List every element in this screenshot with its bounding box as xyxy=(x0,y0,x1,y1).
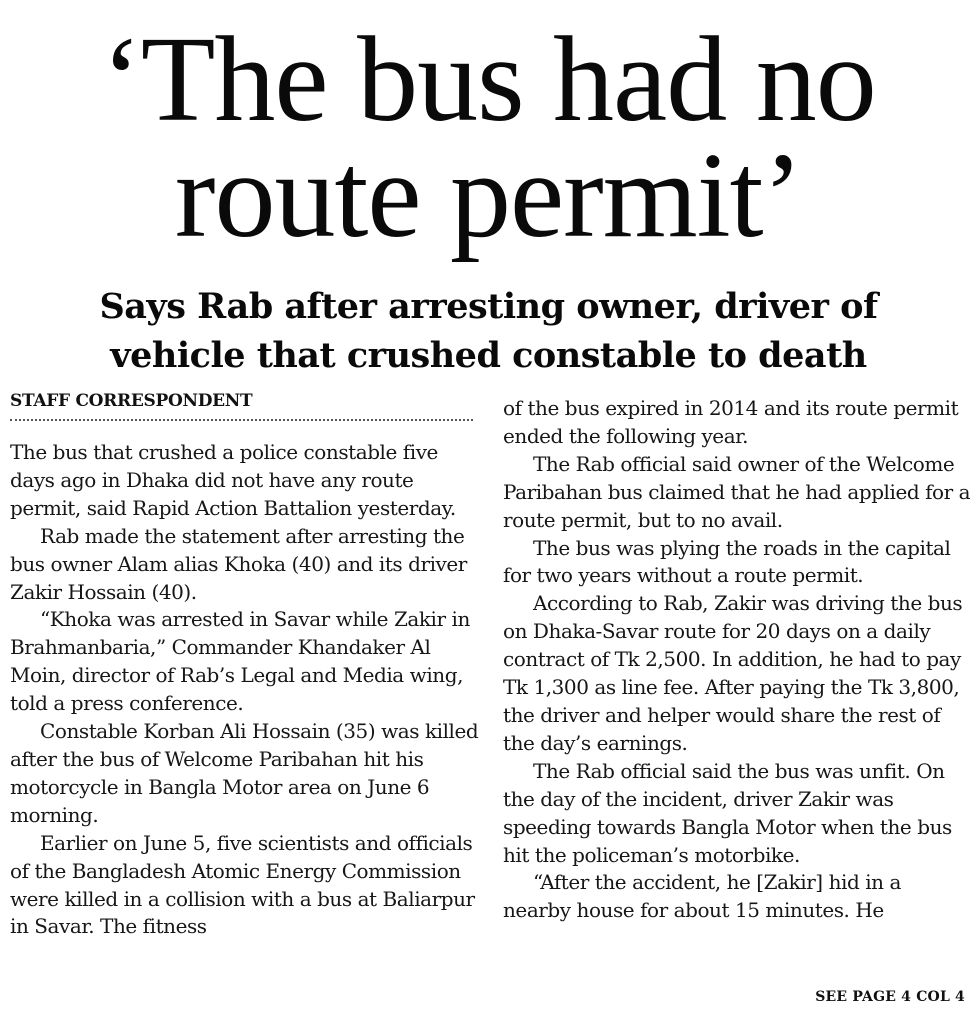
continuation-reference: SEE PAGE 4 COL 4 xyxy=(815,989,965,1005)
byline: STAFF CORRESPONDENT xyxy=(10,389,473,421)
article-column-left xyxy=(10,439,480,941)
headline-line: route permit’ xyxy=(174,128,803,263)
paragraph: The Rab official said owner of the Welcome Paribahan bus claimed that he had applied for a route permit, but to no avail. xyxy=(503,451,971,532)
paragraph: The bus was plying the roads in the capital for two years without a route permit. xyxy=(503,535,951,588)
headline xyxy=(0,12,977,263)
paragraph: of the bus expired in 2014 and its route permit ended the following year. xyxy=(503,396,959,448)
subheadline-line: vehicle that crushed constable to death xyxy=(110,335,867,376)
paragraph: According to Rab, Zakir was driving the bus on Dhaka-Savar route for 20 days on a daily contract of Tk 2,500. In addition, he had to pay Tk 1,300 as line fee. After paying the Tk 3,800, the driver and helper would share the rest of the day’s earnings. xyxy=(503,591,963,755)
subheadline xyxy=(0,282,977,380)
paragraph: “After the accident, he [Zakir] hid in a nearby house for about 15 minutes. He xyxy=(503,870,901,923)
paragraph: The Rab official said the bus was unfit. On the day of the incident, driver Zakir was speeding towards Bangla Motor when the bus hit the policeman’s motorbike. xyxy=(503,758,952,867)
paragraph: Rab made the statement after arresting the bus owner Alam alias Khoka (40) and its driver Zakir Hossain (40). xyxy=(10,523,467,604)
paragraph: The bus that crushed a police constable five days ago in Dhaka did not have any route permit, said Rapid Action Battalion yesterday. xyxy=(10,440,456,520)
paragraph: Constable Korban Ali Hossain (35) was killed after the bus of Welcome Paribahan hit his motorcycle in Bangla Motor area on June 6 morning. xyxy=(10,719,479,827)
paragraph: “Khoka was arrested in Savar while Zakir in Brahmanbaria,” Commander Khandaker Al Moin, director of Rab’s Legal and Media wing, told a press conference. xyxy=(10,607,470,716)
subheadline-line: Says Rab after arresting owner, driver of xyxy=(99,286,878,327)
paragraph: Earlier on June 5, five scientists and officials of the Bangladesh Atomic Energy Commission were killed in a collision with a bus at Baliarpur in Savar. The fitness xyxy=(10,830,475,939)
headline-line: ‘The bus had no xyxy=(101,12,876,147)
article-column-right xyxy=(503,395,973,925)
